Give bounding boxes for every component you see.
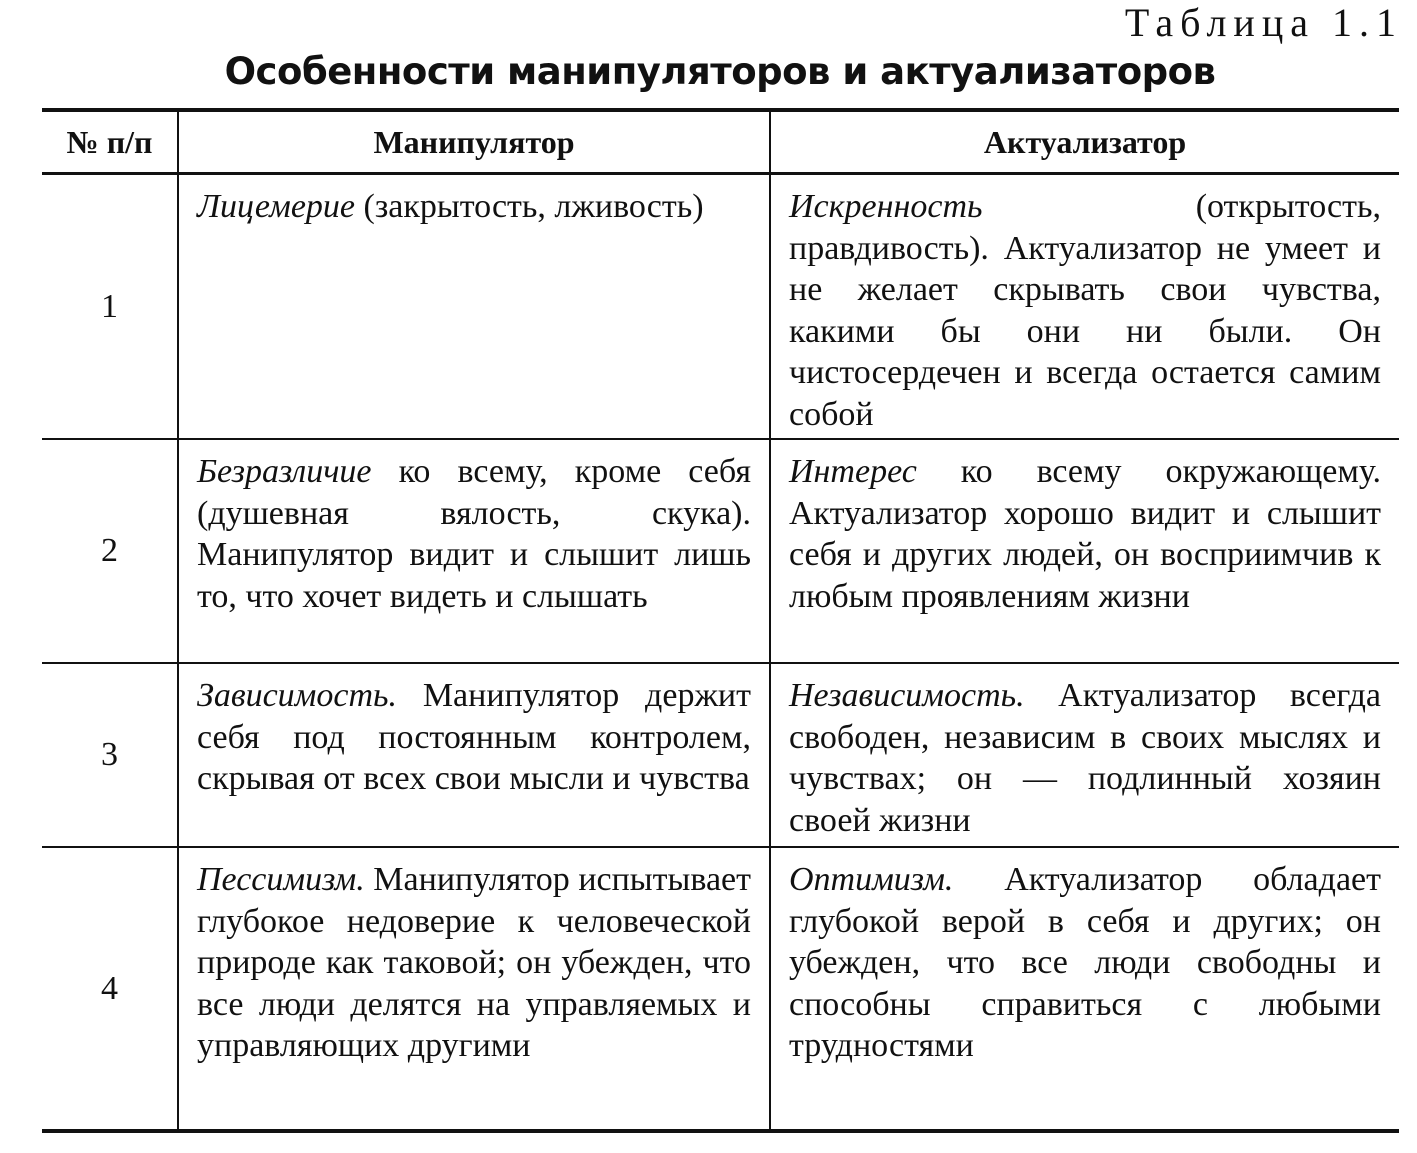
table-row [42, 439, 1399, 663]
actualizer-cell [770, 847, 1399, 1129]
table-row [42, 174, 1399, 440]
row-number: 1 [101, 287, 118, 325]
manipulator-cell [178, 847, 770, 1129]
manipulator-description: (закрытость, лживость) [355, 188, 704, 225]
manipulator-cell [178, 663, 770, 847]
manipulator-term: Безразличие [197, 453, 372, 490]
manipulator-description: ко всему, кроме себя (душевная вялость, скука). Манипулятор видит и слышит лишь то, что хочет видеть и слышать [197, 453, 751, 615]
actualizer-cell [770, 663, 1399, 847]
header-manipulator: Манипулятор [178, 112, 770, 174]
header-row [42, 112, 1399, 174]
actualizer-cell [770, 174, 1399, 440]
comparison-table [42, 108, 1399, 1133]
table-row [42, 847, 1399, 1129]
row-number: 4 [42, 847, 178, 1129]
table-title: Особенности манипуляторов и актуализаторов [224, 50, 1216, 93]
actualizer-term: Интерес [789, 453, 917, 490]
table-number-label: Таблица 1.1 [1124, 0, 1403, 45]
header-number: № п/п [42, 112, 178, 174]
manipulator-cell [178, 439, 770, 663]
row-number: 3 [42, 663, 178, 847]
manipulator-term: Лицемерие [197, 188, 355, 225]
table-row [42, 663, 1399, 847]
actualizer-cell [770, 439, 1399, 663]
manipulator-description: Манипулятор испытывает глубокое недоверие к человеческой природе как таковой; он убежден, что все люди делятся на управляемых и управляющих другими [197, 861, 751, 1064]
manipulator-term: Зависимость. [197, 677, 397, 714]
actualizer-description: (открытость, правдивость). Актуализатор не умеет и не желает скрывать свои чувства, какими бы они ни были. Он чистосердечен и всегда остается самим собой [789, 188, 1381, 433]
header-actualizer: Актуализатор [770, 112, 1399, 174]
manipulator-term: Пессимизм. [197, 861, 365, 898]
actualizer-term: Независимость. [789, 677, 1025, 714]
actualizer-term: Искренность [789, 188, 983, 225]
manipulator-cell [178, 174, 770, 440]
manipulator-description: Манипулятор держит себя под постоянным контролем, скрывая от всех свои мысли и чувства [197, 677, 751, 797]
actualizer-description: Актуализатор всегда свободен, независим в своих мыслях и чувствах; он — подлинный хозяин своей жизни [789, 677, 1381, 839]
actualizer-description: Актуализатор обладает глубокой верой в себя и других; он убежден, что все люди свободны и способны справиться с любыми трудностями [789, 861, 1381, 1064]
actualizer-term: Оптимизм. [789, 861, 954, 898]
row-number: 2 [42, 439, 178, 663]
actualizer-description: ко всему окружающему. Актуализатор хорошо видит и слышит себя и других людей, он восприимчив к любым проявлениям жизни [789, 453, 1381, 615]
